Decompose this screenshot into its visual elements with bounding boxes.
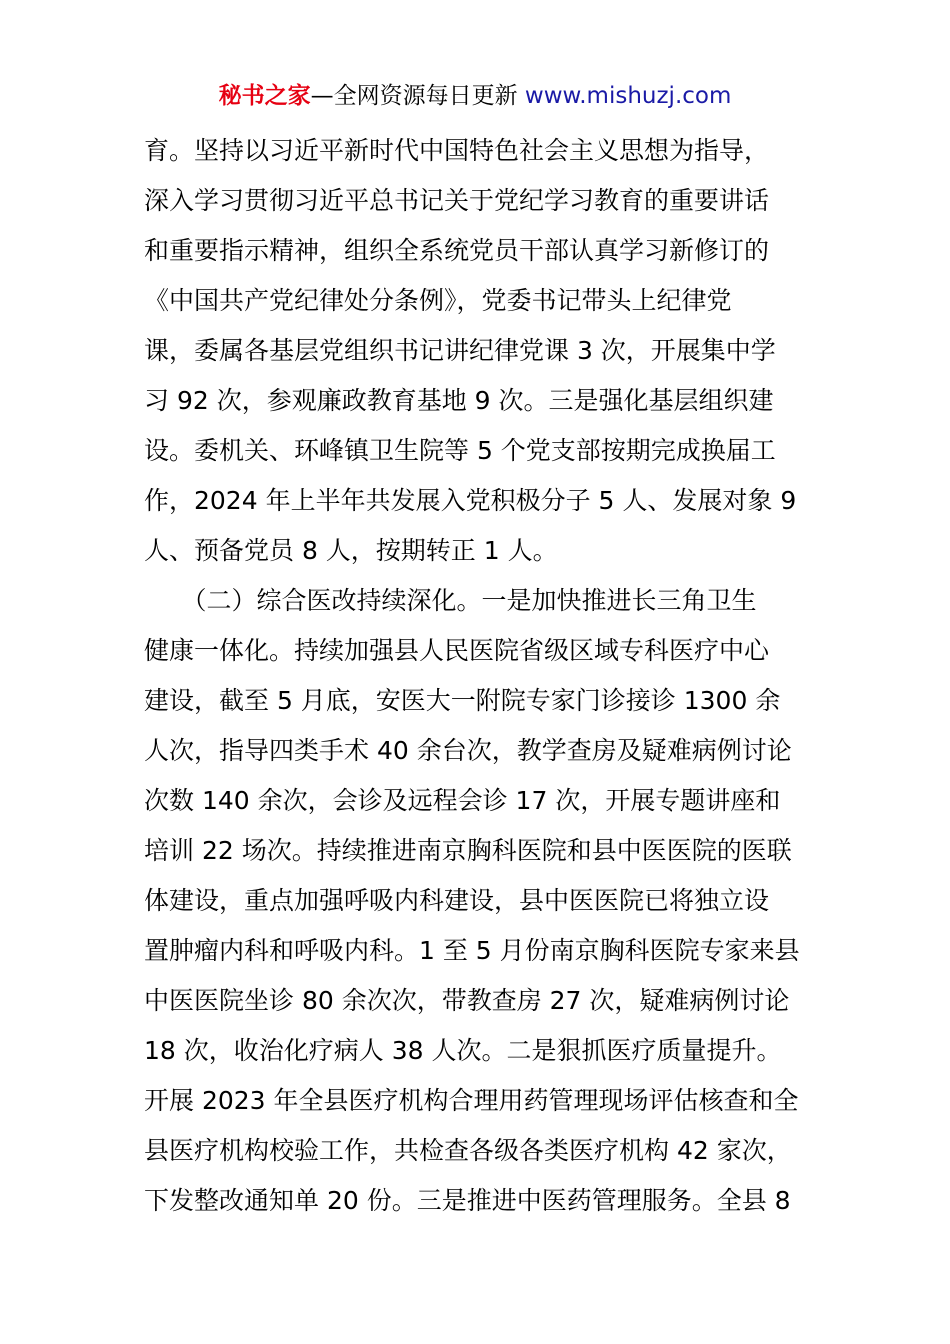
body-line: 置肿瘤内科和呼吸内科。1 至 5 月份南京胸科医院专家来县 [144, 936, 800, 965]
body-line: 18 次，收治化疗病人 38 人次。二是狠抓医疗质量提升。 [144, 1036, 782, 1065]
body-line: 健康一体化。持续加强县人民医院省级区域专科医疗中心 [144, 636, 770, 665]
brand-name: 秘书之家 [218, 83, 311, 109]
body-line: 深入学习贯彻习近平总书记关于党纪学习教育的重要讲话 [144, 186, 770, 215]
body-line: 《中国共产党纪律处分条例》，党委书记带头上纪律党 [144, 286, 732, 315]
section-heading-line: （二）综合医改持续深化。一是加快推进长三角卫生 [144, 586, 757, 615]
document-body [144, 126, 814, 1226]
body-line: 习 92 次，参观廉政教育基地 9 次。三是强化基层组织建 [144, 386, 774, 415]
body-line: 县医疗机构校验工作，共检查各级各类医疗机构 42 家次， [144, 1136, 792, 1165]
body-line: 建设，截至 5 月底，安医大一附院专家门诊接诊 1300 余 [144, 686, 781, 715]
body-line: 培训 22 场次。持续推进南京胸科医院和县中医医院的医联 [144, 836, 792, 865]
body-line: 人、预备党员 8 人，按期转正 1 人。 [144, 536, 558, 565]
body-line: 课，委属各基层党组织书记讲纪律党课 3 次，开展集中学 [144, 336, 776, 365]
body-line: 次数 140 余次，会诊及远程会诊 17 次，开展专题讲座和 [144, 786, 781, 815]
body-line: 育。坚持以习近平新时代中国特色社会主义思想为指导， [144, 136, 770, 165]
body-line: 开展 2023 年全县医疗机构合理用药管理现场评估核查和全 [144, 1086, 799, 1115]
body-line: 体建设，重点加强呼吸内科建设，县中医医院已将独立设 [144, 886, 770, 915]
body-line: 作，2024 年上半年共发展入党积极分子 5 人、发展对象 9 [144, 486, 797, 515]
header-tagline: —全网资源每日更新 [310, 83, 525, 109]
body-line: 设。委机关、环峰镇卫生院等 5 个党支部按期完成换届工 [144, 436, 776, 465]
body-line: 和重要指示精神，组织全系统党员干部认真学习新修订的 [144, 236, 770, 265]
site-url: www.mishuzj.com [524, 83, 732, 109]
body-line: 中医医院坐诊 80 余次次，带教查房 27 次，疑难病例讨论 [144, 986, 790, 1015]
body-line: 下发整改通知单 20 份。三是推进中医药管理服务。全县 8 [144, 1186, 791, 1215]
page-header [0, 80, 950, 112]
body-line: 人次，指导四类手术 40 余台次，教学查房及疑难病例讨论 [144, 736, 792, 765]
